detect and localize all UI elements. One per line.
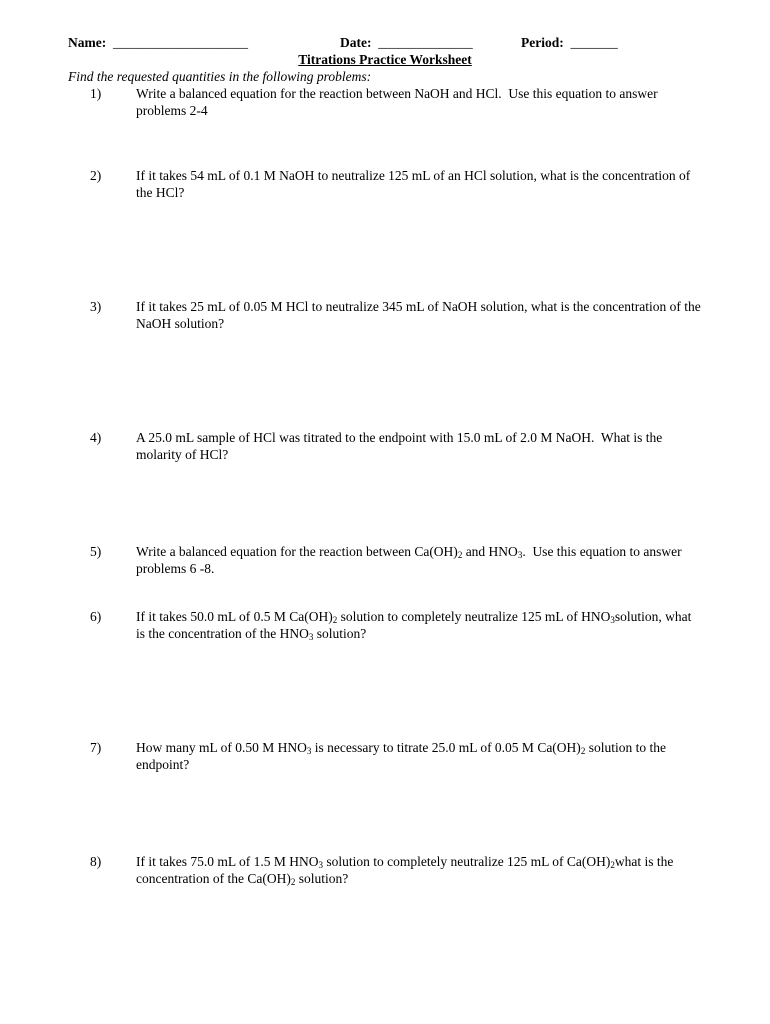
period-label: Period: xyxy=(521,35,564,50)
problem-number: 8) xyxy=(90,854,102,869)
period-field xyxy=(521,35,618,51)
name-label: Name: xyxy=(68,35,107,50)
problem-number: 7) xyxy=(90,740,102,755)
problem-text: If it takes 75.0 mL of 1.5 M $HNO_3$ solution to completely neutralize 125 mL of $Ca(OH)_2what$ is the concentration of the $Ca(OH)_2$ solution? xyxy=(136,854,674,887)
problem-text: Write a balanced equation for the reaction between $Ca(OH)_2$ and $HNO_3$. Use this equation to answer problems 6 -8. xyxy=(136,544,682,576)
name-field xyxy=(68,35,248,51)
problem-text: If it takes 25 mL of 0.05 M HCl to neutralize 345 mL of NaOH solution, what is the concentration of the NaOH solution? xyxy=(136,299,701,331)
instructions: Find the requested quantities in the following problems: xyxy=(68,69,372,84)
problem-number: 4) xyxy=(90,430,102,445)
problem-number: 5) xyxy=(90,544,102,559)
worksheet-title: Titrations Practice Worksheet xyxy=(298,52,472,67)
date-blank: ______________ xyxy=(378,35,473,50)
problem-number: 6) xyxy=(90,609,102,624)
problem-text: If it takes 50.0 mL of 0.5 M $Ca(OH)_2$ solution to completely neutralize 125 mL of $HNO_3solution$, what is the concentration of the $HNO_3$ solution? xyxy=(136,609,692,642)
period-blank: _______ xyxy=(570,35,618,50)
problem-text: Write a balanced equation for the reaction between NaOH and HCl. Use this equation to answer problems 2-4 xyxy=(136,86,658,118)
problem-text: A 25.0 mL sample of HCl was titrated to the endpoint with 15.0 mL of 2.0 M NaOH. What is the molarity of HCl? xyxy=(136,430,663,462)
problem-number: 2) xyxy=(90,168,102,183)
date-label: Date: xyxy=(340,35,372,50)
problem-text: If it takes 54 mL of 0.1 M NaOH to neutralize 125 mL of an HCl solution, what is the concentration of the HCl? xyxy=(136,168,691,200)
name-blank: ____________________ xyxy=(112,35,248,50)
date-field xyxy=(340,35,473,51)
problem-number: 3) xyxy=(90,299,102,314)
problem-text: How many mL of 0.50 M $HNO_3$ is necessary to titrate 25.0 mL of 0.05 M $Ca(OH)_2$ solution to the endpoint? xyxy=(136,740,666,772)
problem-number: 1) xyxy=(90,86,102,101)
